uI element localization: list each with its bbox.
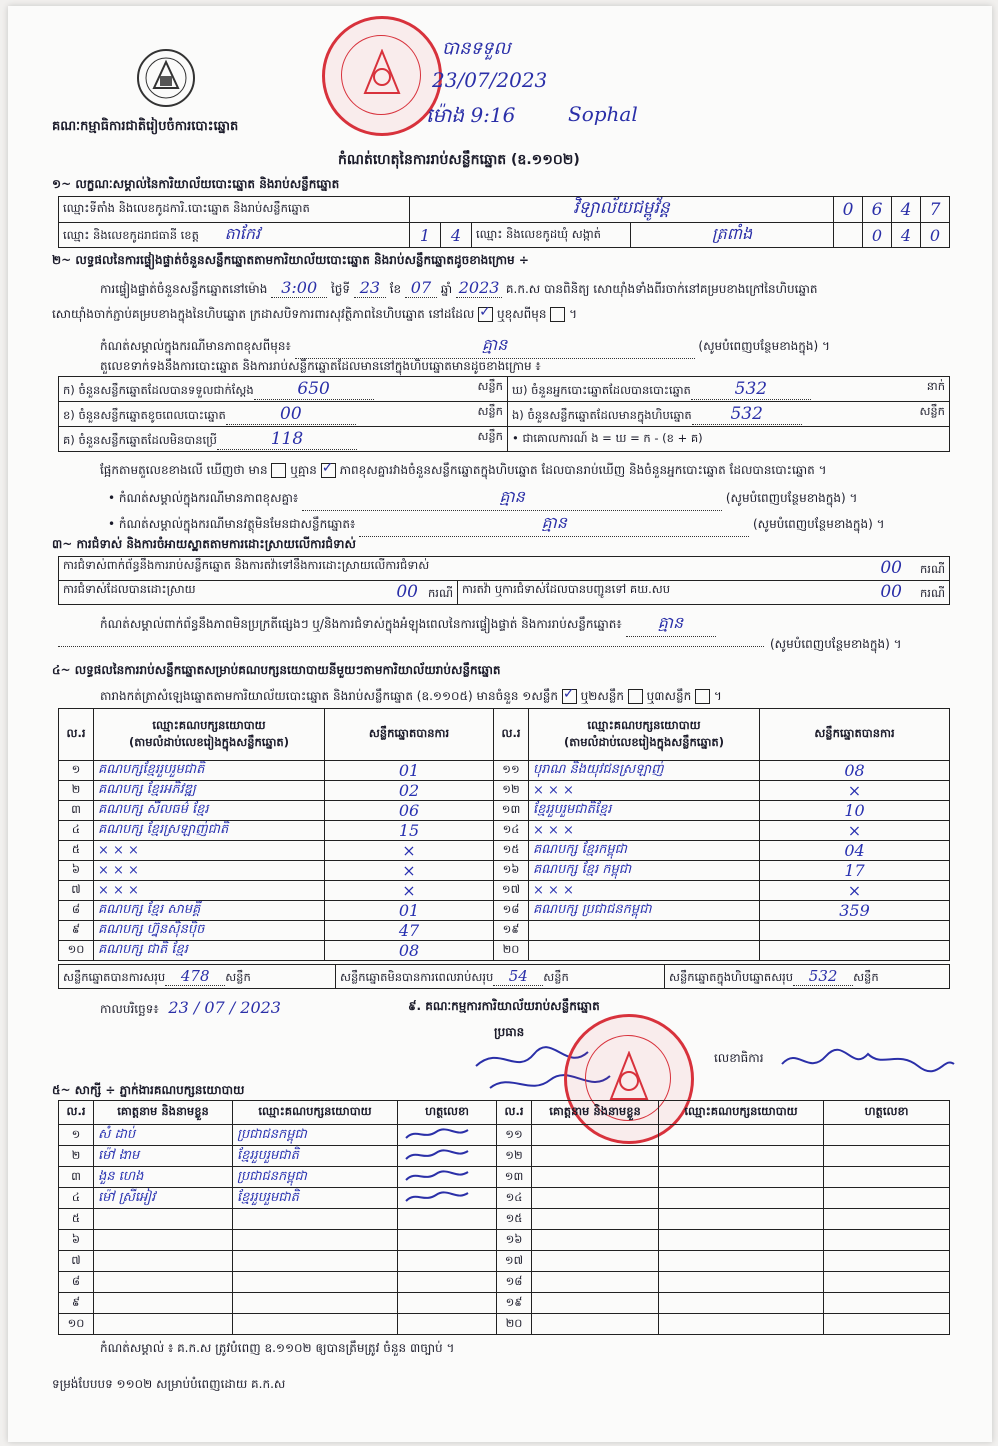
- party-name: គណបក្ស ខ្មែរអភិវឌ្ឍ: [94, 781, 325, 801]
- change-note-value: គ្មាន: [295, 334, 695, 359]
- spoiled-ballots-label: ខ) ចំនួនសន្លឹកឆ្នោតខូចពេលបោះឆ្នោត: [63, 407, 226, 422]
- witness-name: ងួន ហេង: [94, 1167, 233, 1188]
- secretary-label: លេខាធិការ: [714, 1051, 764, 1065]
- witness-name: ម៉ៅ ស្រីអៀវ: [94, 1188, 233, 1209]
- resolved-label: ការជំទាស់ដែលបានដោះស្រាយ: [63, 582, 196, 596]
- complaints-label: ការជំទាស់ពាក់ព័ន្ធនឹងការរាប់សន្លឹកឆ្នោត និងការតវ៉ាទៅនឹងការដោះស្រាយលើការជំទាស់: [63, 558, 430, 572]
- valid-total-value: 478: [165, 967, 225, 986]
- witness-party: [659, 1251, 824, 1272]
- witness-party: [233, 1209, 398, 1230]
- witness-party: [659, 1230, 824, 1251]
- party-row-no: ១០: [59, 941, 94, 961]
- province-code-digit: 1: [410, 223, 441, 248]
- witness-signature[interactable]: [398, 1167, 497, 1188]
- voters-label: ឃ) ចំនួនអ្នកបោះឆ្នោតដែលបានបោះឆ្នោត: [512, 382, 691, 397]
- invalid-total-label: សន្លឹកឆ្នោតមិនបានការពេលរាប់សរុប: [340, 969, 494, 984]
- witness-signature[interactable]: [824, 1230, 950, 1251]
- col-signature: ហត្ថលេខា: [398, 1101, 497, 1125]
- col-party: ឈ្មោះគណបក្សនយោបាយ: [233, 1101, 398, 1125]
- witness-signature[interactable]: [398, 1230, 497, 1251]
- table-row: [59, 1209, 950, 1230]
- witness-name: [532, 1209, 659, 1230]
- party-name: ខ្មែររួបរួមជាតិខ្មែរ: [529, 801, 760, 821]
- resolved-value: 00: [396, 582, 418, 602]
- party-name: × × ×: [529, 781, 760, 801]
- invalid-total-value: 54: [493, 967, 543, 986]
- party-name: គណបក្ស សីលធម៌ ខ្មែរ: [94, 801, 325, 821]
- party-votes: 47: [325, 921, 494, 941]
- box-ballots-value: 532: [692, 404, 802, 425]
- station-code-digit: 4: [892, 197, 921, 223]
- party-name: គណបក្ស ហ្វ៊ុនស៊ិនប៉ិច: [94, 921, 325, 941]
- party-row-no: ២: [59, 781, 94, 801]
- party-row-no: ៧: [59, 881, 94, 901]
- col-signature: ហត្ថលេខា: [824, 1101, 950, 1125]
- witness-name: [532, 1272, 659, 1293]
- party-votes: ×: [325, 881, 494, 901]
- party-votes: 04: [760, 841, 950, 861]
- party-row-no: ១២: [494, 781, 529, 801]
- valid-total-label: សន្លឹកឆ្នោតបានការសរុប: [63, 969, 166, 984]
- table-row: [59, 1293, 950, 1314]
- witness-signature[interactable]: [398, 1251, 497, 1272]
- table-row: [59, 761, 950, 781]
- witness-signature[interactable]: [824, 1125, 950, 1146]
- verify-day: 23: [354, 278, 386, 298]
- form-sheet: [8, 6, 992, 1442]
- witness-name: ម៉ៅ ងាម: [94, 1146, 233, 1167]
- party-row-no: ៣: [59, 801, 94, 821]
- party-votes: ×: [760, 781, 950, 801]
- party-row-no: ៤: [59, 821, 94, 841]
- witness-party: [659, 1188, 824, 1209]
- witness-party: ប្រជាជនកម្ពុជា: [233, 1167, 398, 1188]
- witness-name: [532, 1293, 659, 1314]
- change-note-line: កំណត់សម្គាល់ក្នុងករណីមានភាពខុសពីមុន៖ គ្មាន (សូមបំពេញបន្ថែមខាងក្នុង) ។: [100, 334, 830, 359]
- table-row: [59, 861, 950, 881]
- witness-row-no: ១៧: [497, 1251, 532, 1272]
- witness-row-no: ១៨: [497, 1272, 532, 1293]
- party-name: គណបក្ស ជាតិ ខ្មែរ: [94, 941, 325, 961]
- signature-scribble-icon: [402, 1168, 472, 1184]
- table-row: [59, 901, 950, 921]
- received-date: 23/07/2023: [432, 68, 548, 92]
- chair-label: ប្រធាន: [494, 1025, 525, 1039]
- col-votes: សន្លឹកឆ្នោតបានការ: [760, 709, 950, 761]
- witness-row-no: ១០: [59, 1314, 94, 1335]
- form-note: កំណត់សម្គាល់ ៖ គ.ក.ស ត្រូវបំពេញ ឧ.១១០២ ឲ្យបានត្រឹមត្រូវ ចំនួន ៣ច្បាប់ ។: [100, 1341, 455, 1355]
- witness-signature[interactable]: [824, 1146, 950, 1167]
- commune-code-digit: 0: [863, 223, 892, 248]
- table-row: [59, 921, 950, 941]
- box-ballots-label: ង) ចំនួនសន្លឹកឆ្នោតដែលមានក្នុងហិបឆ្នោត: [512, 407, 692, 422]
- witness-table: [58, 1100, 950, 1335]
- witness-signature[interactable]: [398, 1314, 497, 1335]
- table-row: [59, 881, 950, 901]
- party-name: បុរាណ និងយុវជនស្រឡាញ់: [529, 761, 760, 781]
- changed-checkbox[interactable]: [550, 307, 565, 322]
- witness-party: [233, 1293, 398, 1314]
- party-votes: [760, 921, 950, 941]
- province-label: ឈ្មោះ និងលេខកូដរាជធានី ខេត្ត: [63, 228, 199, 242]
- form-title: កំណត់ហេតុនៃការរាប់សន្លឹកឆ្នោត (ឧ.១១០២): [338, 152, 580, 168]
- difference-note-line: • កំណត់សម្គាល់ក្នុងករណីមានភាពខុសគ្នា៖ គ្មាន (សូមបំពេញបន្ថែមខាងក្នុង) ។: [108, 486, 857, 511]
- witness-row-no: ១៣: [497, 1167, 532, 1188]
- tally-sheet-line: តារាងកត់ត្រាសំឡេងឆ្នោតតាមការិយាល័យបោះឆ្នោត និងរាប់សន្លឹកឆ្នោត (ឧ.១១០៥) មានចំនួន ១សន្លឹក ✓ ឬ២សន្លឹក ឬ៣សន្លឹក ។: [100, 688, 722, 706]
- party-votes: 17: [760, 861, 950, 881]
- col-party: ឈ្មោះគណបក្សនយោបាយ: [587, 717, 701, 732]
- three-sheet-checkbox[interactable]: [695, 689, 710, 704]
- station-code-digit: 6: [863, 197, 892, 223]
- party-row-no: ១៥: [494, 841, 529, 861]
- witness-row-no: ២០: [497, 1314, 532, 1335]
- count-committee: ៩. គណៈកម្មការការិយាល័យរាប់សន្លឹកឆ្នោត: [408, 999, 600, 1013]
- party-name: × × ×: [529, 881, 760, 901]
- party-row-no: ១៨: [494, 901, 529, 921]
- party-name: [529, 941, 760, 961]
- party-row-no: ៥: [59, 841, 94, 861]
- witness-party: [659, 1125, 824, 1146]
- form-footer: ទម្រង់បែបបទ ១១០២ សម្រាប់បំពេញដោយ គ.ក.ស: [52, 1377, 286, 1391]
- province-name: តាកែវ: [224, 224, 261, 243]
- witness-name: [94, 1293, 233, 1314]
- witness-name: [532, 1230, 659, 1251]
- witness-party: ខ្មែររួបរួមជាតិ: [233, 1146, 398, 1167]
- table-row: [59, 1230, 950, 1251]
- box-total-label: សន្លឹកឆ្នោតក្នុងហិបឆ្នោតសរុប: [669, 969, 794, 984]
- witness-signature[interactable]: [398, 1272, 497, 1293]
- totals-table: សន្លឹកឆ្នោតបានការសរុប 478 សន្លឹក សន្លឹកឆ្នោតមិនបានការពេលរាប់សរុប 54 សន្លឹក សន្លឹកឆ្នោតក្នុងហិបឆ្នោតសរុប 532 សន្លឹក: [58, 964, 950, 989]
- no-difference-checkbox[interactable]: [321, 463, 336, 478]
- party-row-no: ១៦: [494, 861, 529, 881]
- witness-signature[interactable]: [398, 1293, 497, 1314]
- table-row: [59, 781, 950, 801]
- witness-row-no: ៧: [59, 1251, 94, 1272]
- witness-row-no: ១: [59, 1125, 94, 1146]
- irregularity-note-line: កំណត់សម្គាល់ពាក់ព័ន្ធនឹងភាពមិនប្រក្រតីផ្សេងៗ ឬ/និងការជំទាស់ក្នុងអំឡុងពេលនៃការផ្ទៀងផ្ទាត់ និងការរាប់សន្លឹកឆ្នោត៖ គ្មាន: [100, 612, 716, 637]
- party-row-no: ១: [59, 761, 94, 781]
- party-votes: ×: [760, 881, 950, 901]
- difference-note-value: គ្មាន: [302, 486, 722, 511]
- unused-ballots-value: 118: [217, 429, 357, 450]
- col-name: គោត្តនាម និងនាមខ្លួន: [532, 1101, 659, 1125]
- received-signature: Sophal: [568, 102, 638, 126]
- witness-signature[interactable]: [398, 1209, 497, 1230]
- seal-check-line: សោយ៉ាំងចាក់ភ្ជាប់គម្របខាងក្នុងនៃហិបឆ្នោត ក្រដាសបិទការពារសុវត្ថិភាពនៃហិបឆ្នោត នៅដដែល ✓ ឬខុសពីមុន ។: [52, 306, 577, 324]
- witness-row-no: ១៤: [497, 1188, 532, 1209]
- party-votes: ×: [325, 841, 494, 861]
- table-row: [59, 821, 950, 841]
- received-time: ម៉ោង 9:16: [426, 103, 516, 127]
- witness-name: [94, 1314, 233, 1335]
- witness-party: [659, 1146, 824, 1167]
- witness-party: [659, 1314, 824, 1335]
- committee-name: គណៈកម្មាធិការជាតិរៀបចំការបោះឆ្នោត: [52, 119, 239, 134]
- station-name: វិទ្យាល័យជម្ពូវ័ន្ត: [410, 197, 834, 223]
- received-ballots-label: ក) ចំនួនសន្លឹកឆ្នោតដែលបានទទួលជាក់ស្តែង: [63, 382, 254, 397]
- witness-name: [94, 1272, 233, 1293]
- witness-row-no: ៨: [59, 1272, 94, 1293]
- station-code-digit: 0: [834, 197, 863, 223]
- signature-scribble-icon: [402, 1147, 472, 1163]
- witness-row-no: ១៥: [497, 1209, 532, 1230]
- table-row: [59, 1146, 950, 1167]
- table-row: [59, 801, 950, 821]
- party-name: × × ×: [94, 841, 325, 861]
- witness-party: [233, 1251, 398, 1272]
- witness-name: [94, 1209, 233, 1230]
- dotted-line: [58, 646, 764, 647]
- party-votes: 01: [325, 901, 494, 921]
- signature-scribble-icon: [402, 1126, 472, 1142]
- witness-row-no: ១៩: [497, 1293, 532, 1314]
- party-row-no: ៦: [59, 861, 94, 881]
- party-row-no: ១១: [494, 761, 529, 781]
- two-sheet-checkbox[interactable]: [628, 689, 643, 704]
- col-no: ល.រ: [494, 709, 529, 761]
- section1-heading: ១~ លក្ខណៈសម្គាល់នៃការិយាល័យបោះឆ្នោត និងរាប់សន្លឹកឆ្នោត: [52, 177, 340, 191]
- complaints-value: 00: [880, 558, 902, 578]
- foreign-object-note-line: • កំណត់សម្គាល់ក្នុងករណីមានវត្ថុមិនមែនជាសន្លឹកឆ្នោត៖ គ្មាន (សូមបំពេញបន្ថែមខាងក្នុង) ។: [108, 512, 885, 537]
- table-row: [59, 1125, 950, 1146]
- section4-heading: ៤~ លទ្ធផលនៃការរាប់សន្លឹកឆ្នោតសម្រាប់គណបក្សនយោបាយនីមួយៗតាមការិយាល័យរាប់សន្លឹកឆ្នោត: [52, 663, 501, 677]
- witness-party: [233, 1314, 398, 1335]
- commune-label: ឈ្មោះ និងលេខកូដឃុំ សង្កាត់: [472, 223, 631, 248]
- party-name: គណបក្ស ខ្មែរ កម្ពុជា: [529, 861, 760, 881]
- formula-note: • ជាគោលការណ៍ ង = ឃ = ក - (ខ + គ): [508, 427, 950, 452]
- verify-year: 2023: [456, 278, 502, 298]
- figures-intro: តួលេខទាក់ទងនឹងការបោះឆ្នោត និងការរាប់សន្លឹកឆ្នោតដែលមាននៅក្នុងហិបឆ្នោតមានដូចខាងក្រោម ៖: [100, 359, 541, 373]
- witness-name: [94, 1230, 233, 1251]
- witness-signature[interactable]: [398, 1188, 497, 1209]
- col-no: ល.រ: [497, 1101, 532, 1125]
- received-note: បានទទួល: [442, 38, 511, 59]
- one-sheet-checkbox[interactable]: [562, 689, 577, 704]
- party-row-no: ២០: [494, 941, 529, 961]
- witness-name: [532, 1146, 659, 1167]
- witness-signature[interactable]: [824, 1272, 950, 1293]
- station-label: ឈ្មោះទីតាំង និងលេខកូដការិ.បោះឆ្នោត និងរាប់សន្លឹកឆ្នោត: [59, 197, 410, 223]
- forwarded-label: ការតវ៉ា ឬការជំទាស់ដែលបានបញ្ជូនទៅ គឃ.សប: [462, 582, 671, 596]
- unused-ballots-label: គ) ចំនួនសន្លឹកឆ្នោតដែលមិនបានប្រើ: [63, 432, 217, 447]
- party-name: × × ×: [94, 881, 325, 901]
- col-no: ល.រ: [59, 1101, 94, 1125]
- voters-value: 532: [691, 379, 811, 400]
- party-name: [529, 921, 760, 941]
- station-info-table: [58, 196, 950, 248]
- section3-heading: ៣~ ការជំទាស់ និងការចំអាយស្ដ្ឋាតតាមការដោះស្រាយលើការជំទាស់: [52, 537, 356, 551]
- witness-signature[interactable]: [398, 1146, 497, 1167]
- witness-party: [233, 1230, 398, 1251]
- party-name: × × ×: [94, 861, 325, 881]
- table-row: [59, 1251, 950, 1272]
- party-row-no: ១៩: [494, 921, 529, 941]
- party-name: × × ×: [529, 821, 760, 841]
- commune-name: ត្រពាំង: [631, 223, 834, 248]
- witness-party: [659, 1272, 824, 1293]
- party-votes: [760, 941, 950, 961]
- unchanged-checkbox[interactable]: [478, 307, 493, 322]
- witness-row-no: ២: [59, 1146, 94, 1167]
- nec-emblem-icon: [134, 46, 198, 110]
- witness-party: [233, 1272, 398, 1293]
- party-row-no: ១៣: [494, 801, 529, 821]
- party-votes: 01: [325, 761, 494, 781]
- party-votes: ×: [325, 861, 494, 881]
- box-total-value: 532: [793, 967, 853, 986]
- witness-signature[interactable]: [824, 1314, 950, 1335]
- commune-code-digit: 4: [892, 223, 921, 248]
- party-name: គណបក្ស ប្រជាជនកម្ពុជា: [529, 901, 760, 921]
- party-name: គណបក្ស ខ្មែរកម្ពុជា: [529, 841, 760, 861]
- col-name: គោត្តនាម និងនាមខ្លួន: [94, 1101, 233, 1125]
- party-votes: 08: [760, 761, 950, 781]
- party-name: គណបក្សខ្មែររួបរួមជាតិ: [94, 761, 325, 781]
- party-votes: 359: [760, 901, 950, 921]
- table-row: [59, 1188, 950, 1209]
- witness-row-no: ៣: [59, 1167, 94, 1188]
- province-code-digit: 4: [441, 223, 472, 248]
- witness-party: [659, 1209, 824, 1230]
- witness-name: [532, 1251, 659, 1272]
- irregularity-hint: (សូមបំពេញបន្ថែមខាងក្នុង) ។: [770, 637, 902, 651]
- col-no: ល.រ: [59, 709, 94, 761]
- count-date: 23 / 07 / 2023: [168, 998, 281, 1017]
- party-row-no: ១៧: [494, 881, 529, 901]
- party-votes: 08: [325, 941, 494, 961]
- witness-name: [94, 1251, 233, 1272]
- table-row: [59, 1272, 950, 1293]
- difference-line: ផ្អែកតាមតួលេខខាងលើ ឃើញថា មាន ឬគ្មាន ✓ ភាពខុសគ្នារវាងចំនួនសន្លឹកឆ្នោតក្នុងហិបឆ្នោត ដែលបានរាប់ឃើញ និងចំនួនអ្នកបោះឆ្នោត ដែលបានបោះឆ្នោត ។: [100, 462, 827, 480]
- col-party-sub: (តាមលំដាប់លេខរៀងក្នុងសន្លឹកឆ្នោត): [129, 734, 289, 749]
- witness-party: ខ្មែររួបរួមជាតិ: [233, 1188, 398, 1209]
- col-party: ឈ្មោះគណបក្សនយោបាយ: [659, 1101, 824, 1125]
- spoiled-ballots-value: 00: [226, 404, 356, 425]
- witness-row-no: ១១: [497, 1125, 532, 1146]
- table-row: [59, 841, 950, 861]
- verification-line: ការផ្ទៀងផ្ទាត់ចំនួនសន្លឹកឆ្នោតនៅម៉ោង 3:00 ថ្ងៃទី 23 ខែ 07 ឆ្នាំ 2023 គ.ក.ស បានពិនិត្យ សោយ៉ាំងទាំងពីរចាក់នៅគម្របខាងក្រៅនៃហិបឆ្នោត: [100, 278, 818, 297]
- witness-row-no: ១៦: [497, 1230, 532, 1251]
- col-votes: សន្លឹកឆ្នោតបានការ: [325, 709, 494, 761]
- witness-signature[interactable]: [824, 1209, 950, 1230]
- party-name: គណបក្ស ខ្មែរ សាមគ្គី: [94, 901, 325, 921]
- col-party-sub: (តាមលំដាប់លេខរៀងក្នុងសន្លឹកឆ្នោត): [564, 734, 724, 749]
- commune-code-digit: 0: [921, 223, 950, 248]
- table-row: [59, 1314, 950, 1335]
- foreign-object-note-value: គ្មាន: [359, 512, 749, 537]
- secretary-signature-icon: [778, 1042, 958, 1082]
- witness-row-no: ៦: [59, 1230, 94, 1251]
- table-row: [59, 941, 950, 961]
- witness-name: សំ ដាប់: [94, 1125, 233, 1146]
- party-votes: 15: [325, 821, 494, 841]
- witness-party: [659, 1293, 824, 1314]
- party-name: គណបក្ស ខ្មែរស្រឡាញ់ជាតិ: [94, 821, 325, 841]
- witness-signature[interactable]: [824, 1167, 950, 1188]
- witness-signature[interactable]: [824, 1251, 950, 1272]
- party-votes: ×: [760, 821, 950, 841]
- witness-row-no: ៩: [59, 1293, 94, 1314]
- party-votes: 10: [760, 801, 950, 821]
- party-row-no: ៨: [59, 901, 94, 921]
- verify-month: 07: [405, 278, 437, 298]
- witness-party: [659, 1167, 824, 1188]
- party-votes: 06: [325, 801, 494, 821]
- witness-name: [532, 1125, 659, 1146]
- witness-signature[interactable]: [824, 1293, 950, 1314]
- table-row: [59, 1167, 950, 1188]
- witness-name: [532, 1188, 659, 1209]
- party-results-table: [58, 708, 950, 961]
- witness-party: ប្រជាជនកម្ពុជា: [233, 1125, 398, 1146]
- signature-scribble-icon: [402, 1189, 472, 1205]
- verify-time: 3:00: [271, 278, 327, 298]
- complaints-table: ការជំទាស់ពាក់ព័ន្ធនឹងការរាប់សន្លឹកឆ្នោត និងការតវ៉ាទៅនឹងការដោះស្រាយលើការជំទាស់ 00 ករណី ការជំទាស់ដែលបានដោះស្រាយ 00 ករណី ការតវ៉ា ឬការជំទាស់ដែលបានបញ្ជូនទៅ គឃ.សប 00 ករណី: [58, 556, 950, 605]
- irregularity-note-value: គ្មាន: [626, 612, 716, 637]
- stamp-emblem-icon: [361, 49, 403, 97]
- forwarded-value: 00: [880, 582, 902, 602]
- witness-row-no: ១២: [497, 1146, 532, 1167]
- date-line: កាលបរិច្ឆេទ៖ 23 / 07 / 2023: [100, 998, 281, 1017]
- party-row-no: ៩: [59, 921, 94, 941]
- witness-name: [532, 1167, 659, 1188]
- station-code-digit: 7: [921, 197, 950, 223]
- official-stamp-top: [322, 16, 442, 136]
- witness-signature[interactable]: [398, 1125, 497, 1146]
- witness-signature[interactable]: [824, 1188, 950, 1209]
- party-row-no: ១៤: [494, 821, 529, 841]
- ballot-figures-table: ក) ចំនួនសន្លឹកឆ្នោតដែលបានទទួលជាក់ស្តែង 650 សន្លឹក ឃ) ចំនួនអ្នកបោះឆ្នោតដែលបានបោះឆ្នោត 532 នាក់ ខ) ចំនួនសន្លឹកឆ្នោតខូចពេលបោះឆ្នោត 00 សន្លឹក ង) ចំនួនសន្លឹកឆ្នោតដែលមានក្នុងហិបឆ្នោត 532 សន្លឹក គ) ចំនួនសន្លឹកឆ្នោតដែលមិនបានប្រើ 118 សន្លឹក • ជាគោលការណ៍ ង = ឃ = ក - (ខ + គ): [58, 376, 950, 452]
- stamp-emblem-icon: [607, 1051, 651, 1103]
- section5-heading: ៥~ សាក្សី ÷ ភ្នាក់ងារគណបក្សនយោបាយ: [52, 1083, 245, 1097]
- witness-name: [532, 1314, 659, 1335]
- witness-row-no: ៤: [59, 1188, 94, 1209]
- has-difference-checkbox[interactable]: [271, 463, 286, 478]
- witness-row-no: ៥: [59, 1209, 94, 1230]
- party-votes: 02: [325, 781, 494, 801]
- received-ballots-value: 650: [254, 379, 374, 400]
- col-party: ឈ្មោះគណបក្សនយោបាយ: [152, 717, 266, 732]
- section2-heading: ២~ លទ្ធផលនៃការផ្ទៀងផ្ទាត់ចំនួនសន្លឹកឆ្នោតតាមការិយាល័យបោះឆ្នោត និងរាប់សន្លឹកឆ្នោតដូចខាងក្រោម ÷: [52, 253, 529, 267]
